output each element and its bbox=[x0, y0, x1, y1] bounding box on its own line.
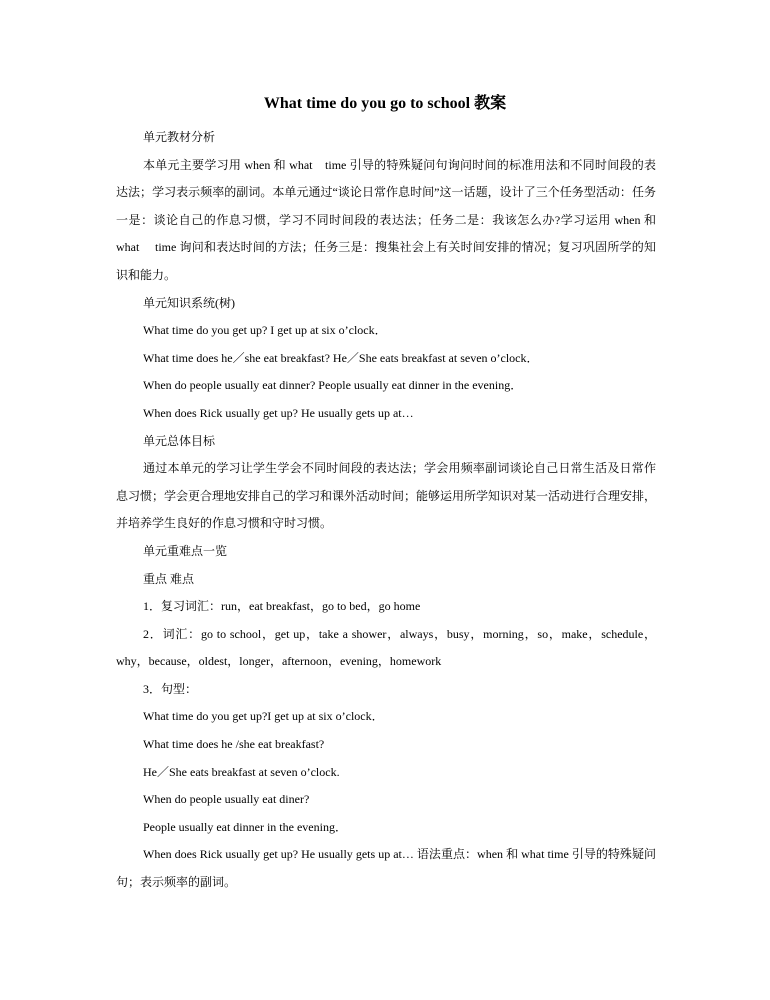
sentence-pattern: When do people usually eat diner? bbox=[143, 792, 310, 807]
sentence-example: When do people usually eat dinner? People usually eat dinner in the evening． bbox=[143, 378, 523, 393]
list-item: 3．句型： bbox=[143, 681, 198, 696]
paragraph-goals: 通过本单元的学习让学生学会不同时间段的表达法；学会用频率副词谈论自己日常生活及日常作息习惯；学会更合理地安排自己的学习和课外活动时间；能够运用所学知识对某一活动进行合理安排，并培养学生良好的作息习惯和守时习惯。 bbox=[116, 461, 657, 531]
paragraph-analysis: 本单元主要学习用 when 和 what time 引导的特殊疑问句询问时间的标准用法和不同时间段的表达法；学习表示频率的副词。本单元通过“谈论日常作息时间”这一话题，设计了三个任务型活动：任务一是：谈论自己的作息习惯，学习不同时间段的表达法；任务二是：我该怎么办?学习运用 when 和 what time 询问和表达时间的方法；任务三是：搜集社会上有关时间安排的情况；复习巩固所学的知识和能力。 bbox=[116, 157, 656, 282]
section-heading-knowledge: 单元知识系统(树) bbox=[143, 295, 235, 310]
sentence-example: What time do you get up? I get up at six o’clock． bbox=[143, 323, 387, 338]
sentence-pattern: People usually eat dinner in the evening． bbox=[143, 819, 347, 834]
section-heading-goals: 单元总体目标 bbox=[143, 433, 216, 448]
sentence-pattern: What time do you get up?I get up at six o’clock． bbox=[143, 709, 384, 724]
sentence-pattern-grammar: When does Rick usually get up? He usually gets up at… 语法重点：when 和 what time 引导的特殊疑问句；表示频率的副词。 bbox=[116, 847, 656, 890]
list-item: 1．复习词汇：run，eat breakfast，go to bed，go home bbox=[143, 599, 421, 614]
list-item: 2．词汇：go to school，get up，take a shower，always，busy，morning，so，make，schedule，why，because，oldest，longer，afternoon，evening，homework bbox=[116, 626, 656, 669]
section-heading-keypoints: 单元重难点一览 bbox=[143, 543, 228, 558]
document-title: What time do you go to school 教案 bbox=[263, 95, 507, 112]
sentence-example: When does Rick usually get up? He usually gets up at… bbox=[143, 405, 414, 420]
sentence-pattern: He／She eats breakfast at seven o’clock. bbox=[143, 764, 340, 779]
keypoints-subheading: 重点 难点 bbox=[143, 571, 195, 586]
section-heading-analysis: 单元教材分析 bbox=[143, 130, 216, 144]
sentence-example: What time does he／she eat breakfast? He／She eats breakfast at seven o’clock． bbox=[143, 350, 539, 365]
document-body bbox=[116, 124, 656, 897]
sentence-pattern: What time does he /she eat breakfast? bbox=[143, 737, 325, 752]
